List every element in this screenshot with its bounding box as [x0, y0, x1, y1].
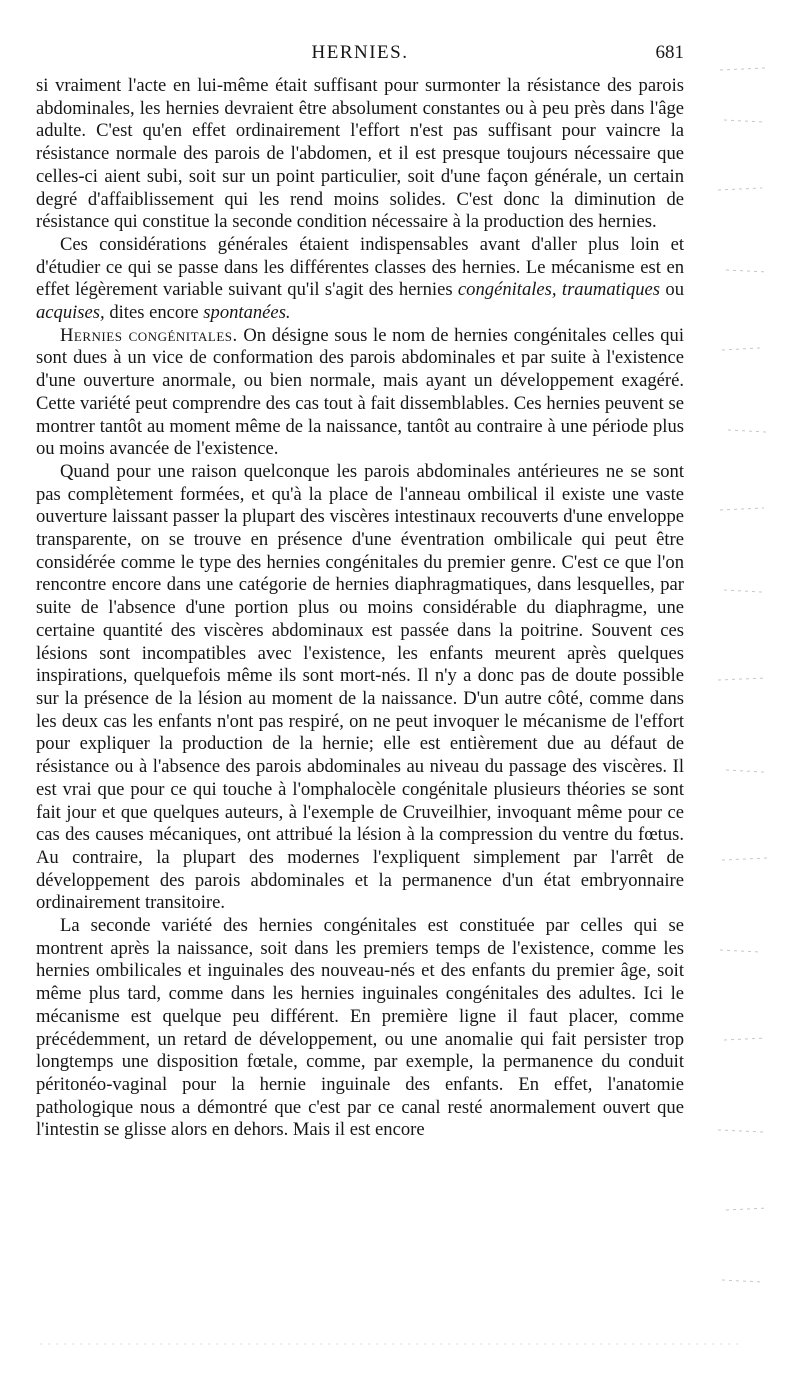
italic-term-traumatiques: traumatiques [561, 279, 661, 301]
text-run: On désigne sous le nom de hernies congénitales celles qui sont dues à un vice de conformation des parois abdominales et par suite à l'existence d'une ouverture anormale, ou bien normale, mais ayant un développement exagéré. Cette variété peut comprendre des cas tout à fait dissemblables. Ces hernies peuvent se montrer tantôt au moment même de la naissance, tantôt au contraire à une période plus ou moins avancée de l'existence. [36, 324, 684, 460]
text-run: dites encore [104, 302, 204, 324]
page-number: 681 [655, 42, 684, 63]
body-text [36, 75, 684, 1142]
running-title: HERNIES. [311, 42, 409, 63]
section-heading: Hernies congénitales. [60, 324, 238, 346]
italic-term-acquises: acquises, [36, 302, 105, 324]
paragraph-3 [36, 325, 684, 461]
paragraph-1 [36, 75, 684, 234]
text-run: ou [660, 279, 684, 301]
italic-term-congenitales: congénitales, [457, 279, 557, 301]
scan-bottom-noise [40, 1340, 740, 1348]
running-head [36, 38, 684, 68]
paragraph-5 [36, 915, 684, 1142]
paragraph-4 [36, 461, 684, 915]
text-run: La seconde variété des hernies congénitales est constituée par celles qui se montrent après la naissance, soit dans les premiers temps de l'existence, comme les hernies ombilicales et inguinales des nouveau-nés et des enfants du premier âge, soit même plus tard, comme dans les hernies inguinales congénitales des adultes. Ici le mécanisme est quelque peu différent. En première ligne il faut placer, comme précédemment, un retard de développement, ou une anomalie qui fait persister trop longtemps une disposition fœtale, comme, par exemple, la permanence du conduit péritonéo-vaginal pour la hernie inguinale des enfants. En effet, l'anatomie pathologique nous a démontré que c'est par ce canal resté anormalement ouvert que l'intestin se glisse alors en dehors. Mais il est encore [36, 915, 684, 1141]
scan-margin-noise [714, 30, 772, 1330]
text-run: Quand pour une raison quelconque les parois abdominales antérieures ne se sont pas complètement formées, et qu'à la place de l'anneau ombilical il existe une vaste ouverture laissant passer la plupart des viscères intestinaux recouverts d'une enveloppe transparente, on se trouve en présence d'une éventration ombilicale qui peut être considérée comme le type des hernies congénitales du premier genre. C'est ce que l'on rencontre encore dans une catégorie de hernies diaphragmatiques, dans lesquelles, par suite de l'absence d'une portion plus ou moins considérable du diaphragme, une certaine quantité des viscères abdominaux est passée dans la poitrine. Souvent ces lésions sont incompatibles avec l'existence, les enfants meurent après quelques inspirations, quelquefois même ils sont mort-nés. Il n'y a donc pas de doute possible sur la présence de la lésion au moment de la naissance. D'un autre côté, comme dans les deux cas les enfants n'ont pas respiré, on ne peut invoquer le mécanisme de l'effort pour expliquer la production de la hernie; elle est entièrement due au défaut de résistance ou à l'absence des parois abdominales au niveau du passage des viscères. Il est vrai que pour ce qui touche à l'omphalocèle congénitale plusieurs théories se sont fait jour et que quelques auteurs, à l'exemple de Cruveilhier, invoquant même pour ce cas des causes mécaniques, ont attribué la lésion à la compression du ventre du fœtus. Au contraire, la plupart des modernes l'expliquent simplement par l'arrêt de développement des parois abdominales et la permanence d'un état embryonnaire ordinairement transitoire. [36, 460, 684, 914]
text-run: Ces considérations générales étaient indispensables avant d'aller plus loin et d'étudier ce qui se passe dans les différentes classes des hernies. Le mécanisme est en effet légèrement variable suivant qu'il s'agit des hernies [36, 233, 684, 301]
paragraph-2 [36, 234, 684, 325]
text-run: si vraiment l'acte en lui-même était suffisant pour surmonter la résistance des parois abdominales, les hernies devraient être absolument constantes ou à peu près dans l'âge adulte. C'est qu'en effet ordinairement l'effort n'est pas suffisant pour vaincre la résistance normale des parois de l'abdomen, et il est presque toujours nécessaire que celles-ci aient subi, soit sur un point particulier, soit d'une façon générale, un certain degré d'affaiblissement qui les rend moins solides. C'est donc la diminution de résistance qui constitue la seconde condition nécessaire à la production des hernies. [36, 75, 684, 233]
italic-term-spontanees: spontanées. [203, 302, 291, 324]
